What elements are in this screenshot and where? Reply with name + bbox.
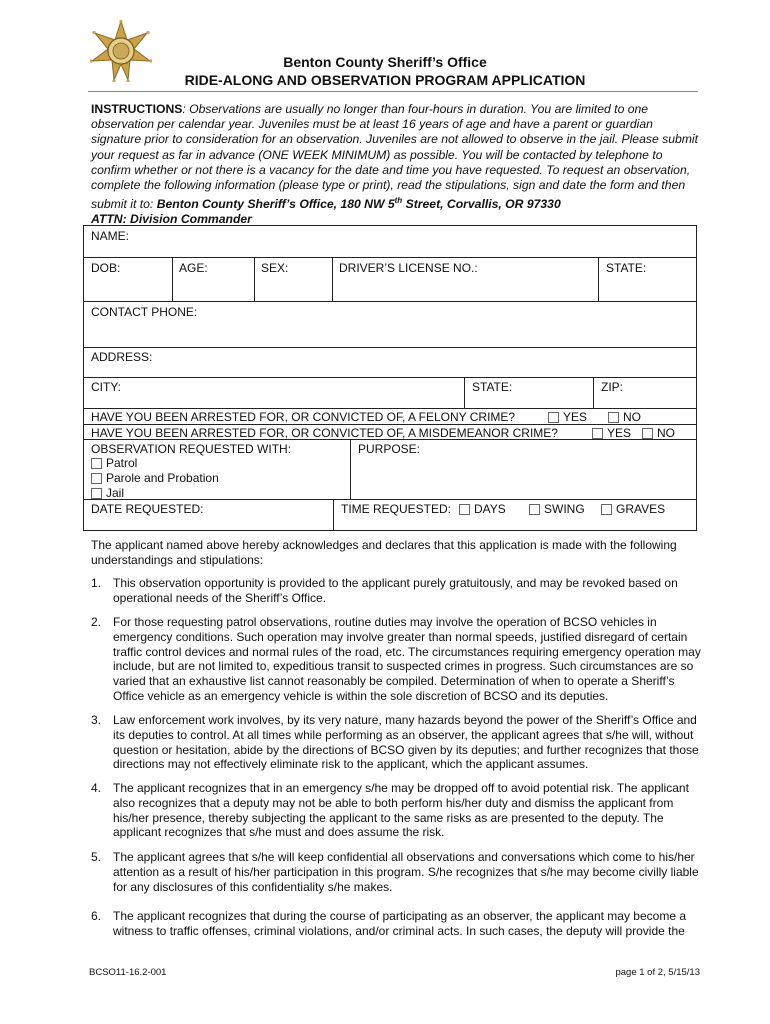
submission-address: Benton County Sheriff’s Office, 180 NW 5th Street, Corvallis, OR 97330 <box>156 196 561 212</box>
stipulation-item: 5. The applicant agrees that s/he will keep confidential all observations and conversations which come to his/her attention as a result of his/her participation in this program. S/he recognizes that s/he may become civilly liable for any disclosures of this confidentiality s/he makes. <box>91 850 699 894</box>
instructions-body: : Observations are usually no longer than four-hours in duration. You are limited to one observation per calendar year. Juveniles must be at least 16 years of age and have a parent or guardian signature prior to consideration for an observation. Juveniles are not allowed to observe in the jail. Please submit your request as far in advance (ONE WEEK MINIMUM) as possible. You will be contacted by telephone to confirm whether or not there is a vacancy for the date and time you have requested. To request an observation, complete the following information (please type or print), read the stipulations, sign and date the form and then submit it to: <box>91 102 699 212</box>
city-field[interactable]: CITY: <box>91 380 122 394</box>
page-info: page 1 of 2, 5/15/13 <box>615 967 700 978</box>
graves-checkbox[interactable] <box>601 504 612 515</box>
felony-no-checkbox[interactable] <box>608 412 619 423</box>
age-field[interactable]: AGE: <box>179 261 208 275</box>
shift-graves-option[interactable]: GRAVES <box>601 502 665 516</box>
acknowledgment-text: The applicant named above hereby acknowledges and declares that this application is made with the following understandings and stipulations: <box>91 538 677 567</box>
misdemeanor-no-option[interactable]: NO <box>642 426 675 440</box>
name-field[interactable]: NAME: <box>91 229 130 243</box>
felony-yes-checkbox[interactable] <box>548 412 559 423</box>
drivers-license-field[interactable]: DRIVER’S LICENSE NO.: <box>339 261 478 275</box>
shift-swing-option[interactable]: SWING <box>529 502 585 516</box>
date-requested-field[interactable]: DATE REQUESTED: <box>91 502 204 516</box>
misdemeanor-no-checkbox[interactable] <box>642 428 653 439</box>
state-field[interactable]: STATE: <box>472 380 513 394</box>
swing-checkbox[interactable] <box>529 504 540 515</box>
misdemeanor-question: HAVE YOU BEEN ARRESTED FOR, OR CONVICTED OF, A MISDEMEANOR CRIME? <box>91 426 558 440</box>
attention-line: ATTN: Division Commander <box>91 212 252 227</box>
form-code: BCSO11-16.2-001 <box>89 967 167 978</box>
felony-no-option[interactable]: NO <box>608 410 641 424</box>
instructions <box>91 102 701 228</box>
sex-field[interactable]: SEX: <box>261 261 289 275</box>
jail-checkbox[interactable] <box>91 488 102 499</box>
agency-name: Benton County Sheriff’s Office <box>283 54 487 70</box>
parole-checkbox[interactable] <box>91 473 102 484</box>
zip-field[interactable]: ZIP: <box>601 380 624 394</box>
stipulation-item: 1. This observation opportunity is provided to the applicant purely gratuitously, and may be revoked based on operational needs of the Sheriff’s Office. <box>91 576 678 605</box>
felony-question: HAVE YOU BEEN ARRESTED FOR, OR CONVICTED OF, A FELONY CRIME? <box>91 410 516 424</box>
license-state-field[interactable]: STATE: <box>606 261 647 275</box>
time-requested-label: TIME REQUESTED: <box>341 502 452 516</box>
shift-days-option[interactable]: DAYS <box>459 502 506 516</box>
stipulation-item: 3. Law enforcement work involves, by its very nature, many hazards beyond the power of the Sheriff’s Office and its deputies to control. At all times while performing as an observer, the applicant agrees that s/he will, without question or hesitation, abide by the directions of BCSO given by its deputies; and further recognizes that those directions may not effectively eliminate risk to the applicant, which the applicant assumes. <box>91 713 699 772</box>
misdemeanor-yes-option[interactable]: YES <box>592 426 631 440</box>
obs-option-patrol[interactable]: Patrol <box>91 456 137 470</box>
contact-phone-field[interactable]: CONTACT PHONE: <box>91 305 198 319</box>
stipulation-item: 2. For those requesting patrol observations, routine duties may involve the operation of BCSO vehicles in emergency conditions. Such operation may involve greater than normal speeds, justified disregard of certain traffic control devices and normal rules of the road, etc. The circumstances requiring emergency operation may include, but are not limited to, expeditious transit to suspected crimes in progress. Such circumstances are so varied that an exhaustive list cannot reasonably be compiled. Determination of when to operate a Sheriff’s Office vehicle as an emergency vehicle is within the sole discretion of BCSO and its deputies. <box>91 615 701 703</box>
stipulation-item: 6. The applicant recognizes that during the course of participating as an observer, the applicant may become a witness to traffic offenses, criminal violations, and/or criminal acts. In such cases, the deputy will provide the <box>91 909 687 938</box>
stipulation-item: 4. The applicant recognizes that in an emergency s/he may be dropped off to avoid potential risk. The applicant also recognizes that a deputy may not be able to both perform his/her duty and dismiss the applicant from his/her presence, thereby subjecting the applicant to the same risks as are presented to the deputy. The applicant recognizes that s/he must and does assume the risk. <box>91 781 689 840</box>
obs-option-parole[interactable]: Parole and Probation <box>91 471 219 485</box>
purpose-field[interactable]: PURPOSE: <box>358 442 421 456</box>
patrol-checkbox[interactable] <box>91 458 102 469</box>
observation-requested-label: OBSERVATION REQUESTED WITH: <box>91 442 292 456</box>
title-divider <box>88 91 698 92</box>
instructions-label: INSTRUCTIONS <box>91 102 183 116</box>
address-field[interactable]: ADDRESS: <box>91 350 153 364</box>
misdemeanor-yes-checkbox[interactable] <box>592 428 603 439</box>
obs-option-jail[interactable]: Jail <box>91 486 124 500</box>
days-checkbox[interactable] <box>459 504 470 515</box>
felony-yes-option[interactable]: YES <box>548 410 587 424</box>
dob-field[interactable]: DOB: <box>91 261 121 275</box>
form-title: RIDE-ALONG AND OBSERVATION PROGRAM APPLICATION <box>184 72 586 88</box>
